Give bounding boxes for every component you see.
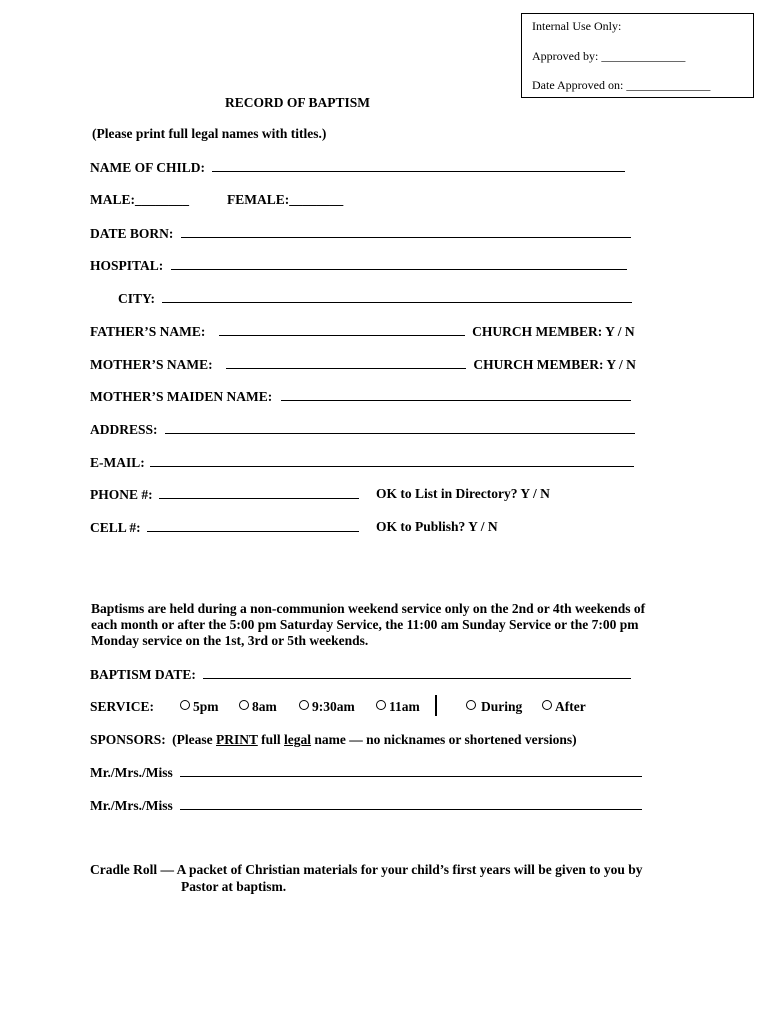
father-church-member[interactable]: CHURCH MEMBER: Y / N (472, 324, 635, 339)
page-title: RECORD OF BAPTISM (225, 95, 371, 110)
instruction-text: (Please print full legal names with titles.) (92, 126, 327, 141)
female-field[interactable]: FEMALE:________ (227, 192, 344, 207)
baptism-info-line-3: Monday service on the 1st, 3rd or 5th weekends. (91, 633, 369, 648)
sponsors-instruction: SPONSORS: (Please PRINT full legal name — no nicknames or shortened versions) (90, 732, 577, 747)
sponsor-1-label: Mr./Mrs./Miss (90, 765, 173, 780)
baptism-info-line-2: each month or after the 5:00 pm Saturday Service, the 11:00 am Sunday Service or the 7:00 pm (91, 617, 639, 632)
baptism-date-label: BAPTISM DATE: (90, 667, 196, 682)
hospital-line[interactable] (171, 257, 627, 270)
mothers-maiden-label: MOTHER’S MAIDEN NAME: (90, 389, 273, 404)
city-label: CITY: (118, 291, 156, 306)
service-option-5pm[interactable]: 5pm (180, 699, 219, 715)
phone-label: PHONE #: (90, 487, 153, 502)
email-label: E-MAIL: (90, 455, 145, 470)
radio-circle-icon (542, 700, 552, 710)
city-line[interactable] (162, 290, 632, 303)
cradle-roll-line-2: Pastor at baptism. (181, 879, 287, 894)
radio-circle-icon (239, 700, 249, 710)
hospital-label: HOSPITAL: (90, 258, 164, 273)
mothers-maiden-line[interactable] (281, 388, 631, 401)
ok-directory[interactable]: OK to List in Directory? Y / N (376, 486, 550, 501)
service-option-11am[interactable]: 11am (376, 699, 420, 715)
internal-use-title: Internal Use Only: (532, 19, 622, 33)
fathers-name-label: FATHER’S NAME: (90, 324, 206, 339)
service-option-8am[interactable]: 8am (239, 699, 277, 715)
radio-circle-icon (180, 700, 190, 710)
address-line[interactable] (165, 421, 635, 434)
radio-circle-icon (466, 700, 476, 710)
date-born-label: DATE BORN: (90, 226, 174, 241)
sponsor-2-label: Mr./Mrs./Miss (90, 798, 173, 813)
radio-circle-icon (299, 700, 309, 710)
ok-publish[interactable]: OK to Publish? Y / N (376, 519, 498, 534)
cell-line[interactable] (147, 519, 359, 532)
address-label: ADDRESS: (90, 422, 158, 437)
cell-label: CELL #: (90, 520, 141, 535)
radio-circle-icon (376, 700, 386, 710)
approved-by-field: Approved by: ______________ (532, 49, 686, 63)
sponsors-label: SPONSORS: (90, 732, 166, 747)
mother-church-member[interactable]: CHURCH MEMBER: Y / N (473, 357, 636, 372)
sponsor-1-line[interactable] (180, 764, 642, 777)
mothers-name-line[interactable] (226, 356, 466, 369)
date-approved-field: Date Approved on: ______________ (532, 78, 711, 92)
sponsor-2-line[interactable] (180, 797, 642, 810)
male-field[interactable]: MALE:________ (90, 192, 189, 207)
service-timing-after[interactable]: After (542, 699, 586, 715)
email-line[interactable] (150, 454, 634, 467)
phone-line[interactable] (159, 486, 359, 499)
name-of-child-label: NAME OF CHILD: (90, 160, 205, 175)
baptism-info-line-1: Baptisms are held during a non-communion weekend service only on the 2nd or 4th weekends of (91, 601, 646, 616)
date-born-line[interactable] (181, 225, 631, 238)
fathers-name-line[interactable] (219, 323, 465, 336)
baptism-date-line[interactable] (203, 666, 631, 679)
mothers-name-label: MOTHER’S NAME: (90, 357, 213, 372)
service-option-930am[interactable]: 9:30am (299, 699, 355, 715)
name-of-child-line[interactable] (212, 159, 625, 172)
service-label: SERVICE: (90, 699, 155, 714)
service-divider (435, 695, 437, 716)
cradle-roll-line-1: Cradle Roll — A packet of Christian materials for your child’s first years will be given to you by (90, 862, 643, 877)
service-timing-during[interactable]: During (466, 699, 522, 715)
